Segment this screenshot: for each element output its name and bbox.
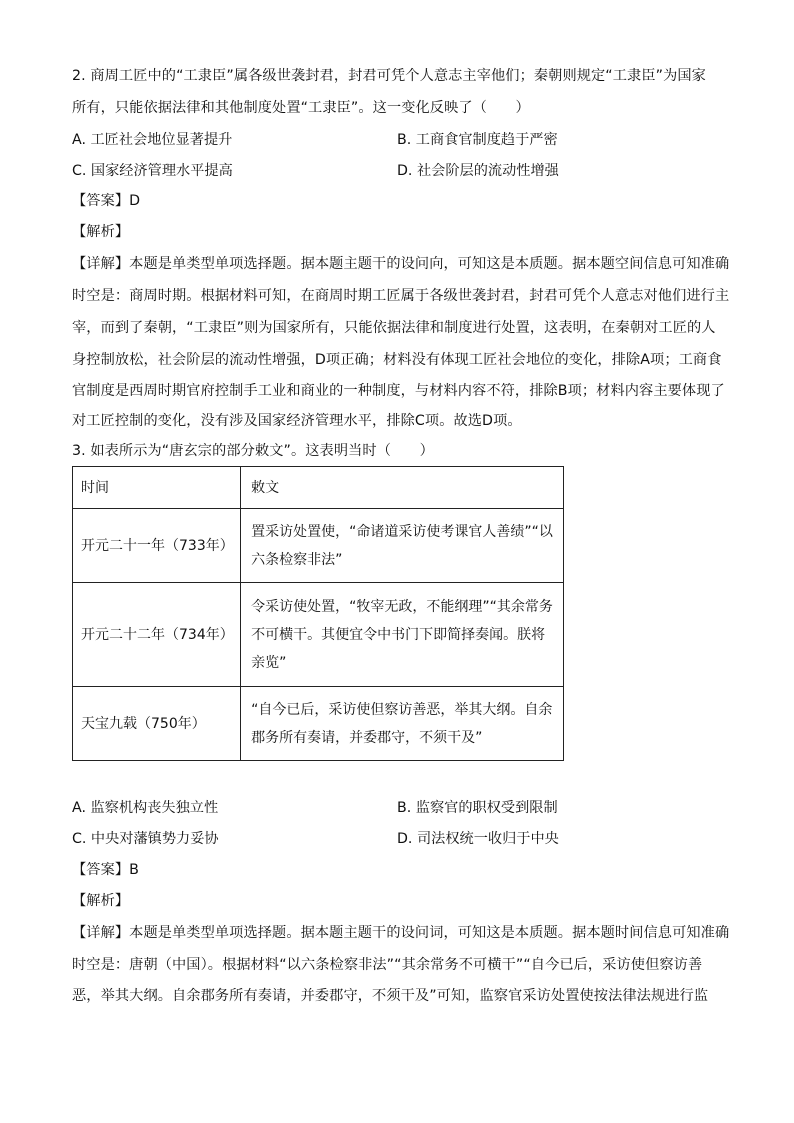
table-row (73, 583, 564, 687)
q3-option-d: D. 司法权统一收归于中央 (397, 831, 559, 847)
q2-detail-line-2: 时空是：商周时期。根据材料可知，在商周时期工匠属于各级世袭封君，封君可凭个人意志对他们进行主 (72, 288, 730, 304)
table-cell-edict: “自今已后，采访使但察访善恶，举其大纲。自余郡务所有奏请，并委郡守，不须干及” (241, 687, 564, 761)
table-cell-time: 开元二十一年（733年） (73, 509, 241, 583)
table-cell-time: 天宝九载（750年） (73, 687, 241, 761)
q3-option-c: C. 中央对藩镇势力妥协 (72, 831, 219, 847)
table-cell-edict: 令采访使处置，“牧宰无政，不能纲理”“其余常务不可横干。其便宜令中书门下即简择奏闻。朕将亲览” (241, 583, 564, 687)
table-header-row (73, 467, 564, 509)
table-row (73, 687, 564, 761)
table-header-time: 时间 (73, 467, 241, 509)
table-cell-edict: 置采访处置使，“命诸道采访使考课官人善绩”“以六条检察非法” (241, 509, 564, 583)
table-header-edict: 敕文 (241, 467, 564, 509)
q3-answer: 【答案】B (72, 862, 139, 878)
q2-detail-line-3: 宰，而到了秦朝，“工隶臣”则为国家所有，只能依据法律和制度进行处置，这表明，在秦朝对工匠的人 (72, 320, 716, 336)
q2-stem-line-2: 所有，只能依据法律和其他制度处置“工隶臣”。这一变化反映了（ ） (72, 100, 530, 116)
table-cell-time: 开元二十二年（734年） (73, 583, 241, 687)
q2-analysis-label: 【解析】 (72, 224, 130, 240)
q3-stem: 3. 如表所示为“唐玄宗的部分敕文”。这表明当时（ ） (72, 443, 434, 459)
q2-stem-line-1: 2. 商周工匠中的“工隶臣”属各级世袭封君，封君可凭个人意志主宰他们；秦朝则规定“工隶臣”为国家 (72, 68, 706, 84)
edict-table (72, 466, 564, 761)
q2-option-d: D. 社会阶层的流动性增强 (397, 163, 559, 179)
q2-detail-line-5: 官制度是西周时期官府控制手工业和商业的一种制度，与材料内容不符，排除B项；材料内容主要体现了 (72, 383, 725, 399)
q2-option-a: A. 工匠社会地位显著提升 (72, 132, 233, 148)
q3-option-b: B. 监察官的职权受到限制 (397, 800, 558, 816)
q3-option-a: A. 监察机构丧失独立性 (72, 800, 219, 816)
q2-detail-line-6: 对工匠控制的变化，没有涉及国家经济管理水平，排除C项。故选D项。 (72, 413, 522, 429)
table-row (73, 509, 564, 583)
q2-detail-line-4: 身控制放松，社会阶层的流动性增强，D项正确；材料没有体现工匠社会地位的变化，排除A项；工商食 (72, 352, 722, 368)
q3-analysis-label: 【解析】 (72, 893, 130, 909)
q2-option-c: C. 国家经济管理水平提高 (72, 163, 233, 179)
q2-answer: 【答案】D (72, 193, 141, 209)
q3-detail-line-3: 恶，举其大纲。自余郡务所有奏请，并委郡守，不须干及”可知，监察官采访处置使按法律法规进行监 (72, 988, 709, 1004)
q2-detail-line-1: 【详解】本题是单类型单项选择题。据本题主题干的设问向，可知这是本质题。据本题空间信息可知准确 (72, 256, 730, 272)
q3-detail-line-1: 【详解】本题是单类型单项选择题。据本题主题干的设问词，可知这是本质题。据本题时间信息可知准确 (72, 925, 730, 941)
q2-option-b: B. 工商食官制度趋于严密 (397, 132, 558, 148)
q3-detail-line-2: 时空是：唐朝（中国）。根据材料“以六条检察非法”“其余常务不可横干”“自今已后，采访使但察访善 (72, 957, 703, 973)
